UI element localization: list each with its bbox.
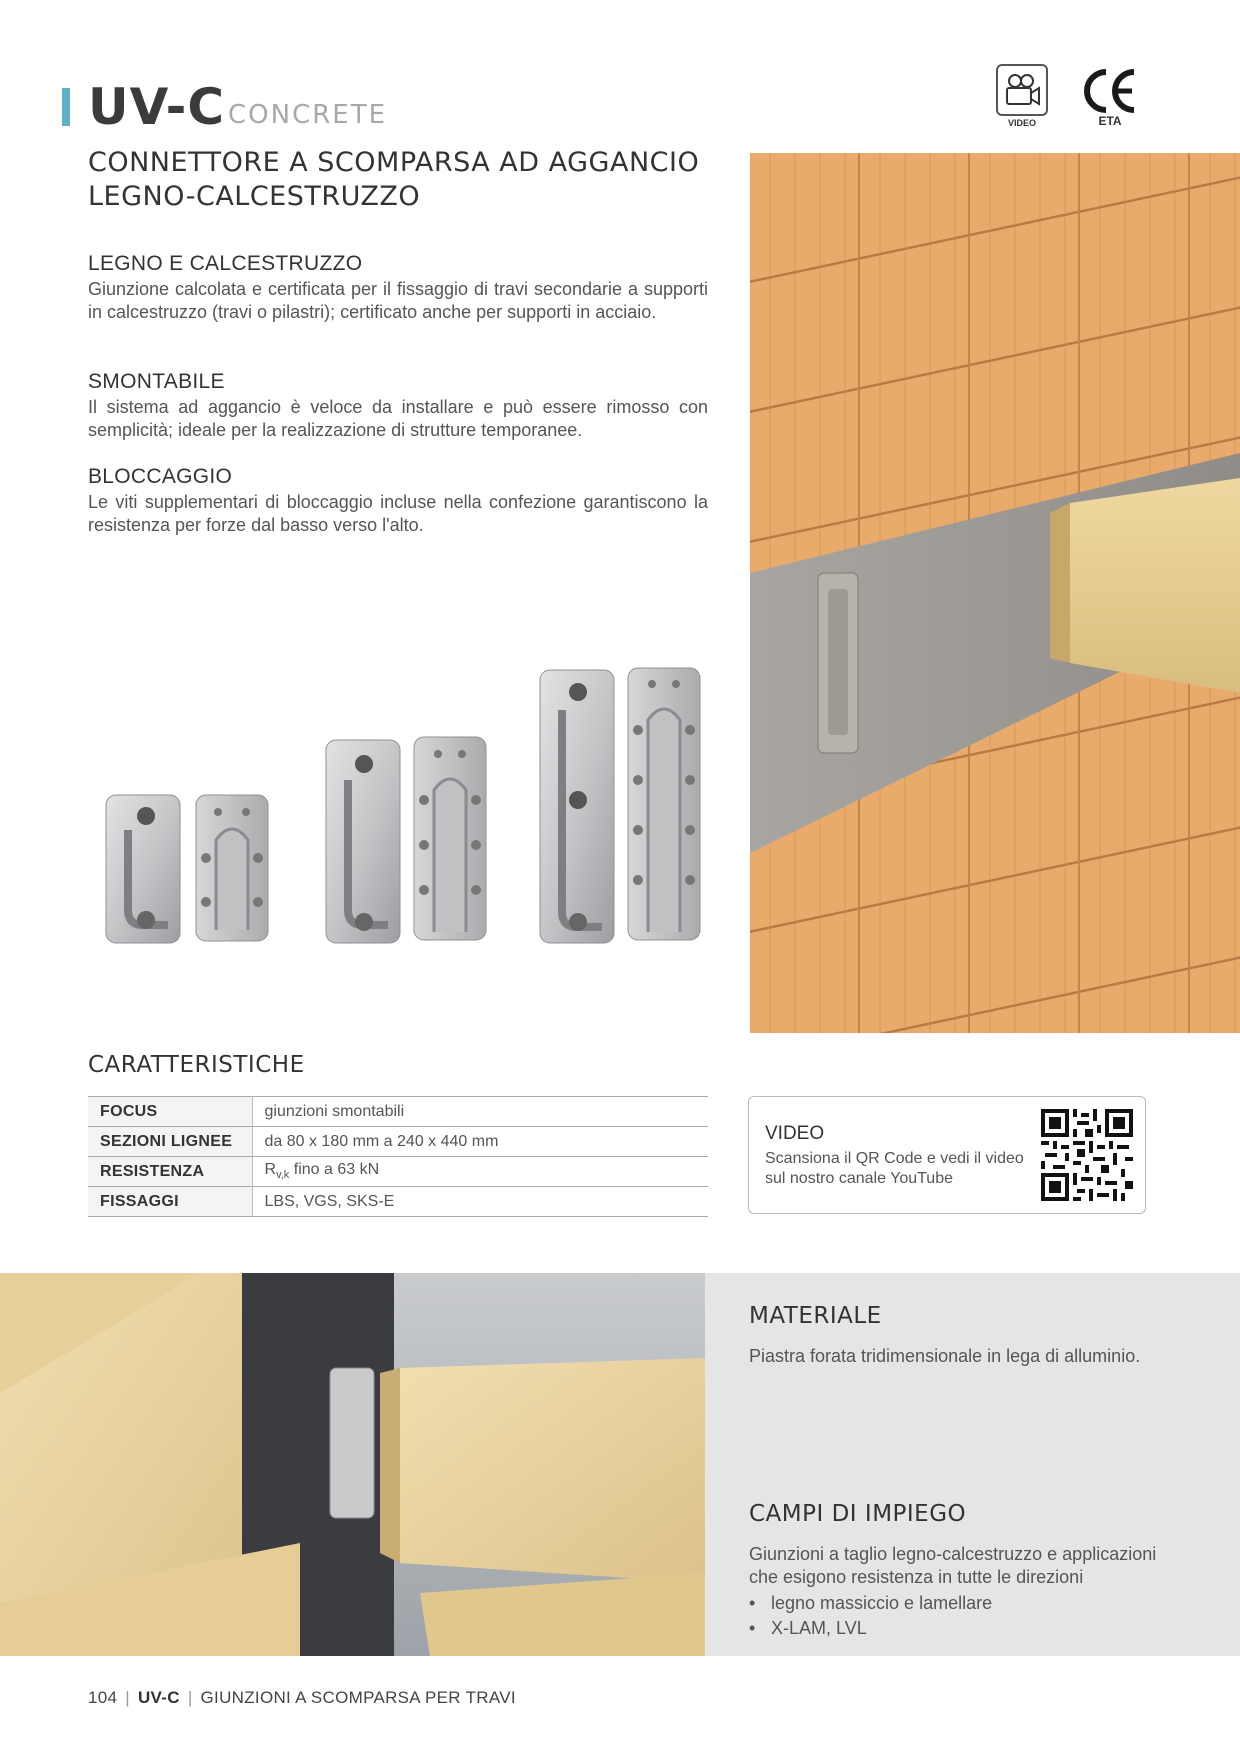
feature-title: BLOCCAGGIO — [88, 465, 233, 488]
applications-text: Giunzioni a taglio legno-calcestruzzo e applicazioni che esigono resistenza in tutte le direzioni — [749, 1544, 1157, 1587]
footer-section: GIUNZIONI A SCOMPARSA PER TRAVI — [200, 1688, 516, 1707]
feature-text: Giunzione calcolata e certificata per il fissaggio di travi secondarie a supporti in calcestruzzo (travi o pilastri); certificato anche per supporti in acciaio. — [88, 279, 708, 322]
feature-title: LEGNO E CALCESTRUZZO — [88, 252, 363, 275]
resistance-symbol: R — [264, 1161, 277, 1179]
video-icon-label: VIDEO — [1007, 118, 1036, 128]
resistance-value: fino a 63 kN — [289, 1161, 380, 1179]
product-photo-connectors — [88, 640, 718, 960]
row-key: FISSAGGI — [88, 1187, 252, 1217]
ce-mark-icon — [1080, 66, 1140, 116]
footer-product-code: UV-C — [137, 1688, 180, 1707]
material-title: MATERIALE — [749, 1303, 882, 1329]
characteristics-title: CARATTERISTICHE — [88, 1052, 305, 1078]
video-box-text: Scansiona il QR Code e vedi il video sul nostro canale YouTube — [765, 1150, 1024, 1187]
resistance-subscript: v,k — [276, 1169, 290, 1182]
row-key: RESISTENZA — [88, 1157, 252, 1187]
table-row — [88, 1157, 708, 1187]
material-text: Piastra forata tridimensionale in lega di alluminio. — [749, 1346, 1141, 1366]
page-number: 104 — [88, 1688, 118, 1707]
row-key: FOCUS — [88, 1097, 252, 1127]
product-code: UV-C — [88, 78, 226, 136]
row-key: SEZIONI LIGNEE — [88, 1127, 252, 1157]
video-box-title: VIDEO — [765, 1123, 825, 1144]
row-value: da 80 x 180 mm a 240 x 440 mm — [252, 1127, 708, 1157]
material-applications-panel — [705, 1273, 1240, 1656]
page-footer — [88, 1688, 516, 1708]
list-item: • legno massiccio e lamellare — [749, 1591, 1169, 1616]
table-row — [88, 1097, 708, 1127]
feature-title: SMONTABILE — [88, 370, 225, 393]
feature-legno-calcestruzzo — [88, 252, 708, 324]
applications-list — [749, 1591, 1169, 1641]
applications-title: CAMPI DI IMPIEGO — [749, 1501, 967, 1527]
characteristics-table — [88, 1096, 708, 1217]
feature-smontabile — [88, 370, 708, 442]
row-value — [252, 1157, 708, 1187]
feature-text: Il sistema ad aggancio è veloce da installare e può essere rimosso con semplicità; ideale per la realizzazione di strutture temporanee. — [88, 397, 708, 440]
installation-photo-brick-wall — [750, 153, 1240, 1033]
page-headline — [88, 146, 708, 214]
product-subtitle: CONCRETE — [228, 100, 388, 130]
title-accent-bar — [62, 88, 70, 126]
table-row — [88, 1127, 708, 1157]
feature-text: Le viti supplementari di bloccaggio incluse nella confezione garantiscono la resistenza per forze dal basso verso l'alto. — [88, 492, 708, 535]
feature-bloccaggio — [88, 465, 708, 537]
eta-label: ETA — [1098, 114, 1122, 128]
table-row — [88, 1187, 708, 1217]
footer-separator: | — [125, 1688, 130, 1707]
row-value: giunzioni smontabili — [252, 1097, 708, 1127]
installation-photo-timber-beam — [0, 1273, 705, 1656]
qr-code-icon[interactable] — [1041, 1109, 1133, 1201]
footer-separator: | — [187, 1688, 193, 1707]
video-camera-icon[interactable] — [996, 64, 1048, 116]
headline-line-1: CONNETTORE A SCOMPARSA AD AGGANCIO — [88, 147, 700, 178]
video-qr-box[interactable] — [748, 1096, 1146, 1214]
row-value: LBS, VGS, SKS-E — [252, 1187, 708, 1217]
headline-line-2: LEGNO-CALCESTRUZZO — [88, 181, 421, 212]
list-item: • X-LAM, LVL — [749, 1616, 1169, 1641]
